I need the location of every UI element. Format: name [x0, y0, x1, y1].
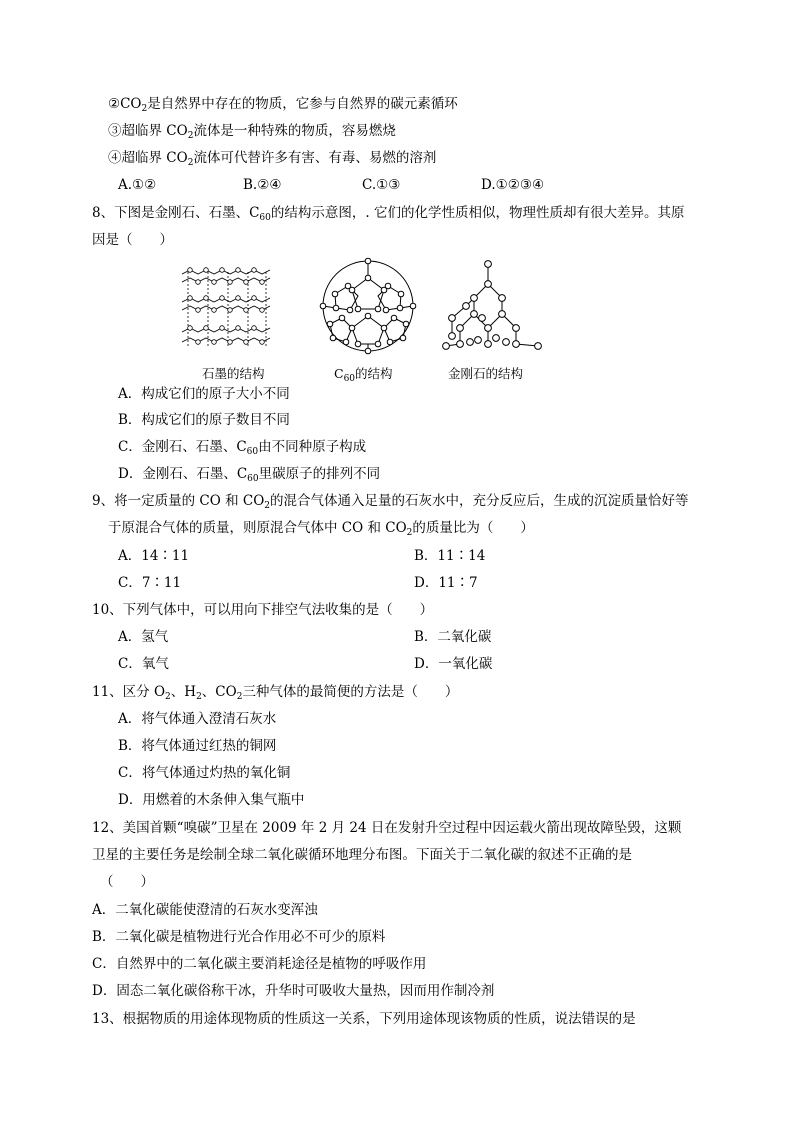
q12-stem-line1: 12、美国首颗“嗅碳”卫星在 2009 年 2 月 24 日在发射升空过程中因运载火箭出现故障坠毁，这颗 [92, 820, 682, 836]
q7-option-c: C.①③ [362, 177, 401, 193]
q11-option-a: A．将气体通入澄清石灰水 [118, 711, 277, 727]
q8-stem-line2: 因是（ ） [92, 232, 173, 248]
q13-stem-line1: 13、根据物质的用途体现物质的性质这一关系，下列用途体现该物质的性质，说法错误的是 [92, 1011, 636, 1027]
q12-stem-line3: （ ） [100, 874, 154, 890]
q8-stem-line1: 8、下图是金刚石、石墨、$C_{60}$的结构示意图，. 它们的化学性质相似，物理性质却有很大差异。其原 [92, 205, 685, 223]
q7-option-d: D.①②③④ [481, 177, 545, 193]
q7-option-b: B.②④ [243, 177, 282, 193]
q12-option-c: C．自然界中的二氧化碳主要消耗途径是植物的呼吸作用 [92, 956, 427, 972]
q12-option-d: D．固态二氧化碳俗称干冰，升华时可吸收大量热，因而用作制冷剂 [92, 983, 495, 999]
c60-structure-image [320, 258, 416, 354]
q12-option-b: B．二氧化碳是植物进行光合作用必不可少的原料 [92, 929, 386, 945]
q9-option-b: B．11∶14 [414, 548, 486, 564]
q11-option-c: C．将气体通过灼热的氧化铜 [118, 765, 291, 781]
q11-option-b: B．将气体通过红热的铜网 [118, 738, 277, 754]
graphite-structure-image [182, 268, 270, 346]
c60-caption: $C_{60}$的结构 [334, 366, 393, 384]
q11-option-d: D．用燃着的木条伸入集气瓶中 [118, 792, 305, 808]
statement-3: ③超临界 $CO_2$流体是一种特殊的物质，容易燃烧 [108, 123, 396, 141]
q8-option-a: A．构成它们的原子大小不同 [118, 386, 290, 402]
q10-option-c: C．氧气 [118, 656, 169, 672]
q8-option-c: C．金刚石、石墨、$C_{60}$由不同种原子构成 [118, 439, 367, 457]
q11-stem: 11、区分 $O_2$、$H_2$、$CO_2$三种气体的最简便的方法是（ ） [92, 684, 459, 702]
carbon-structures-figure [170, 254, 560, 384]
statement-2: $②CO_2$是自然界中存在的物质，它参与自然界的碳元素循环 [108, 96, 458, 114]
diamond-caption: 金刚石的结构 [448, 366, 524, 381]
q9-stem-line2: 于原混合气体的质量，则原混合气体中 CO 和 $CO_2$的质量比为（ ） [108, 520, 534, 538]
graphite-caption: 石墨的结构 [202, 366, 265, 381]
q10-option-a: A．氢气 [118, 629, 169, 645]
q12-stem-line2: 卫星的主要任务是绘制全球二氧化碳循环地理分布图。下面关于二氧化碳的叙述不正确的是 [92, 847, 632, 863]
diamond-structure-image [443, 261, 542, 350]
q10-stem: 10、下列气体中，可以用向下排空气法收集的是（ ） [92, 602, 434, 618]
q12-option-a: A．二氧化碳能使澄清的石灰水变浑浊 [92, 902, 318, 918]
q9-option-c: C．7∶11 [118, 575, 182, 591]
statement-4: ④超临界 $CO_2$流体可代替许多有害、有毒、易燃的溶剂 [108, 150, 437, 168]
q9-option-d: D．11∶7 [414, 575, 478, 591]
q10-option-d: D．一氧化碳 [414, 656, 493, 672]
q9-option-a: A．14∶11 [118, 548, 190, 564]
q8-option-d: D．金刚石、石墨、$C_{60}$里碳原子的排列不同 [118, 466, 381, 484]
q8-option-b: B．构成它们的原子数目不同 [118, 412, 290, 428]
q9-stem-line1: 9、将一定质量的 CO 和 $CO_2$的混合气体通入足量的石灰水中，充分反应后，生成的沉淀质量恰好等 [92, 493, 689, 511]
q7-option-a: A.①② [118, 177, 157, 193]
q10-option-b: B．二氧化碳 [414, 629, 492, 645]
